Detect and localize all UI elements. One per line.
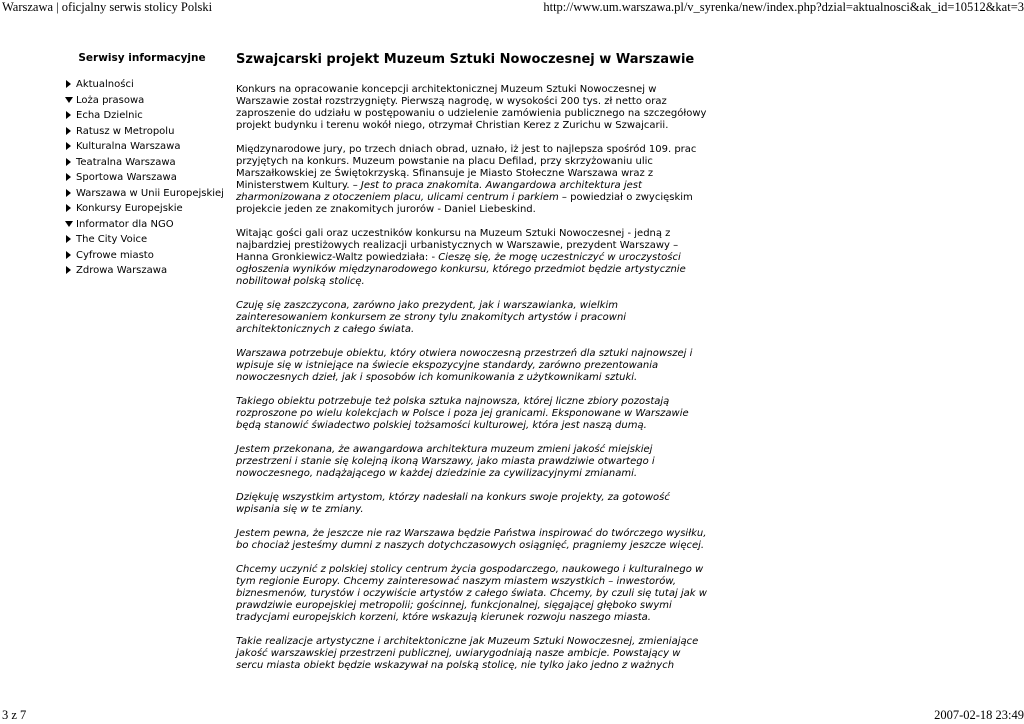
article-paragraph bbox=[236, 144, 710, 216]
arrow-right-icon bbox=[66, 251, 71, 259]
sidebar-item-ngo[interactable] bbox=[62, 217, 222, 233]
sidebar-item-unia-europejska[interactable] bbox=[62, 186, 222, 202]
arrow-right-icon bbox=[66, 80, 71, 88]
arrow-right-icon bbox=[66, 158, 71, 166]
arrow-down-icon bbox=[65, 221, 73, 227]
article bbox=[236, 52, 710, 684]
arrow-right-icon bbox=[66, 266, 71, 274]
arrow-right-icon bbox=[66, 189, 71, 197]
article-paragraph bbox=[236, 300, 710, 336]
sidebar-menu bbox=[62, 77, 222, 279]
quote-text: Dziękuję wszystkim artystom, którzy nadesłali na konkurs swoje projekty, za gotowość wpisania się w te zmiany. bbox=[236, 492, 670, 515]
article-paragraph bbox=[236, 492, 710, 516]
arrow-right-icon bbox=[66, 127, 71, 135]
sidebar-item-sportowa[interactable] bbox=[62, 170, 222, 186]
sidebar-item-label: Echa Dzielnic bbox=[76, 110, 143, 121]
sidebar-item-label: Warszawa w Unii Europejskiej bbox=[76, 187, 224, 199]
sidebar-item-label: Loża prasowa bbox=[76, 94, 145, 106]
sidebar-item-label: Zdrowa Warszawa bbox=[76, 265, 168, 276]
quote-text: Jestem przekonana, że awangardowa architektura muzeum zmieni jakość miejskiej przestrzeni i stanie się kolejną ikoną Warszawy, jako miasta prawdziwie otwartego i nowoczesnego, nadążającego w każdej dziedzinie za cywilizacyjnymi zmianami. bbox=[236, 444, 655, 479]
sidebar-item-label: Sportowa Warszawa bbox=[76, 172, 177, 183]
paragraph-text: Międzynarodowe jury, po trzech dniach obrad, uznało, iż jest to najlepsza spośród 109. prac przyjętych na konkurs. Muzeum powstanie na placu Defilad, przy skrzyżowaniu ulic Marszałkowskiej ze Świętokrzyską. Sfinansuje je Miasto Stołeczne Warszawa wraz z Ministerstwem Kultury. – bbox=[236, 144, 697, 191]
arrow-right-icon bbox=[66, 173, 71, 181]
page-number: 3 z 7 bbox=[2, 708, 27, 722]
sidebar-item-label: The City Voice bbox=[76, 234, 148, 245]
article-paragraph bbox=[236, 228, 710, 288]
sidebar-item-label: Aktualności bbox=[76, 79, 134, 90]
sidebar-item-ratusz[interactable] bbox=[62, 124, 222, 140]
sidebar-item-kulturalna[interactable] bbox=[62, 139, 222, 155]
print-footer bbox=[2, 706, 1024, 722]
arrow-right-icon bbox=[66, 204, 71, 212]
quote-text: Chcemy uczynić z polskiej stolicy centrum życia gospodarczego, naukowego i kulturalnego w tym regionie Europy. Chcemy zainteresować naszym miastem wszystkich – inwestorów, biznesmenów, turystów i oczywiście artystów z całego świata. Chcemy, by czuli się tutaj jak w prawdziwie europejskiej metropolii; gościnnej, funkcjonalnej, sięgającej głęboko swymi tradycjami europejskich korzeni, które wskazują kierunek rozwoju naszego miasta. bbox=[236, 564, 707, 623]
sidebar-item-label: Ratusz w Metropolu bbox=[76, 125, 175, 137]
article-paragraph: Konkurs na opracowanie koncepcji architektonicznej Muzeum Sztuki Nowoczesnej w Warszawie został rozstrzygnięty. Pierwszą nagrodę, w wysokości 200 tys. zł netto oraz zaproszenie do udziału w postępowaniu o udzielenie zamówienia publicznego na szczegółowy projekt budynku i terenu wokół niego, otrzymał Christian Kerez z Zurichu w Szwajcarii. bbox=[236, 84, 707, 131]
sidebar-item-city-voice[interactable] bbox=[62, 232, 222, 248]
sidebar-item-loza-prasowa[interactable] bbox=[62, 93, 222, 109]
sidebar-item-label: Kulturalna Warszawa bbox=[76, 141, 181, 152]
print-datetime: 2007-02-18 23:49 bbox=[934, 708, 1024, 722]
arrow-down-icon bbox=[65, 97, 73, 103]
sidebar-item-konkursy[interactable] bbox=[62, 201, 222, 217]
quote-text: Cieszę się, że mogę uczestniczyć w uroczystości ogłoszenia wyników międzynarodowego konkursu, którego przedmiot będzie artystycznie nobilitował polską stolicę. bbox=[236, 252, 686, 287]
article-title: Szwajcarski projekt Muzeum Sztuki Nowoczesnej w Warszawie bbox=[236, 52, 695, 67]
print-header bbox=[2, 0, 1024, 16]
sidebar-item-aktualnosci[interactable] bbox=[62, 77, 222, 93]
sidebar-item-teatralna[interactable] bbox=[62, 155, 222, 171]
print-page-url: http://www.um.warszawa.pl/v_syrenka/new/index.php?dzial=aktualnosci&ak_id=10512&kat=3 bbox=[543, 0, 1024, 14]
arrow-right-icon bbox=[66, 235, 71, 243]
article-paragraph bbox=[236, 348, 710, 384]
quote-text: Warszawa potrzebuje obiektu, który otwiera nowoczesną przestrzeń dla sztuki najnowszej i wpisuje się w istniejące na świecie ekspozycyjne standardy, zarówno prezentowania nowoczesnych dzieł, jak i sposobów ich komunikowania z użytkownikami sztuki. bbox=[236, 348, 693, 383]
arrow-right-icon bbox=[66, 142, 71, 150]
paragraph-text: – powiedział o zwycięskim projekcie jeden ze znakomitych jurorów - Daniel Liebeskind. bbox=[236, 192, 693, 215]
sidebar-item-label: Konkursy Europejskie bbox=[76, 203, 183, 214]
quote-text: Czuję się zaszczycona, zarówno jako prezydent, jak i warszawianka, wielkim zainteresowaniem konkursem ze strony tylu znakomitych artystów i pracowni architektonicznych z całego świata. bbox=[236, 300, 627, 335]
print-page-title: Warszawa | oficjalny serwis stolicy Polski bbox=[2, 0, 213, 14]
sidebar-item-label: Cyfrowe miasto bbox=[76, 249, 154, 261]
quote-text: Takie realizacje artystyczne i architektoniczne jak Muzeum Sztuki Nowoczesnej, zmieniające jakość warszawskiej przestrzeni publicznej, uwiarygodniają nasze ambicje. Powstający w sercu miasta obiekt będzie wskazywał na polską stolicę, nie tylko jako jedno z ważnych bbox=[236, 636, 699, 671]
article-paragraph bbox=[236, 396, 710, 432]
sidebar-item-echa-dzielnic[interactable] bbox=[62, 108, 222, 124]
article-paragraph bbox=[236, 528, 710, 552]
paragraph-text: Witając gości gali oraz uczestników konkursu na Muzeum Sztuki Nowoczesnej - jedną z najbardziej prestiżowych realizacji urbanistycznych w Warszawie, prezydent Warszawy – Hanna Gronkiewicz-Waltz powiedziała: - bbox=[236, 228, 679, 263]
article-paragraph bbox=[236, 444, 710, 480]
sidebar-item-label: Informator dla NGO bbox=[76, 218, 174, 230]
quote-text: Jest to praca znakomita. Awangardowa architektura jest zharmonizowana z otoczeniem placu, ulicami centrum i parkiem bbox=[236, 180, 642, 203]
sidebar-item-cyfrowe-miasto[interactable] bbox=[62, 248, 222, 264]
arrow-right-icon bbox=[66, 111, 71, 119]
sidebar-item-zdrowa[interactable] bbox=[62, 263, 222, 279]
article-paragraph bbox=[236, 564, 710, 624]
quote-text: Takiego obiektu potrzebuje też polska sztuka najnowsza, której liczne zbiory pozostają rozproszone po wielu kolekcjach w Polsce i poza jej granicami. Eksponowane w Warszawie będą stanowić świadectwo polskiej tożsamości kulturowej, która jest naszą dumą. bbox=[236, 396, 689, 431]
quote-text: Jestem pewna, że jeszcze nie raz Warszawa będzie Państwa inspirować do twórczego wysiłku, bo chociaż jesteśmy dumni z naszych dotychczasowych osiągnięć, pragniemy jeszcze więcej. bbox=[236, 528, 707, 551]
article-paragraph bbox=[236, 636, 710, 672]
sidebar-item-label: Teatralna Warszawa bbox=[76, 156, 176, 168]
sidebar bbox=[62, 52, 222, 279]
sidebar-title: Serwisy informacyjne bbox=[78, 52, 206, 64]
